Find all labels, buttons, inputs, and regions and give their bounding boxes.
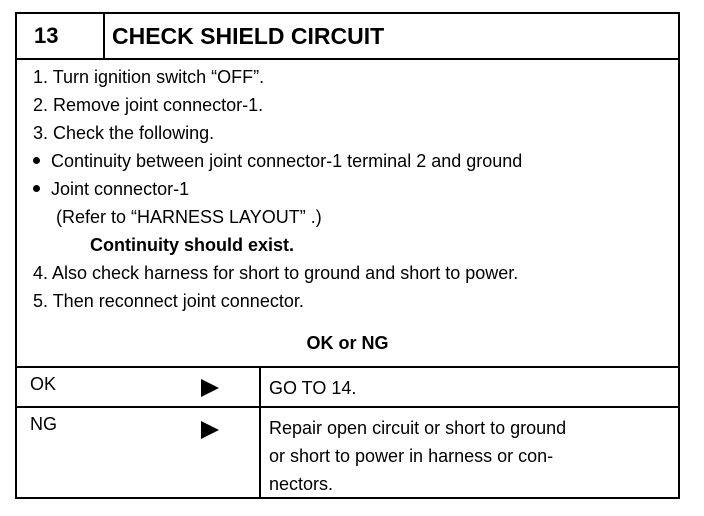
bullet-icon (33, 157, 40, 164)
instruction-step-4: 4. Also check harness for short to ground and short to power. (33, 263, 519, 283)
result-label-ok: OK (30, 374, 57, 394)
row-divider (259, 408, 261, 497)
instruction-emphasis: Continuity should exist. (90, 235, 295, 255)
result-action-ok (269, 374, 356, 402)
instruction-bullet-2-reference: (Refer to “HARNESS LAYOUT” .) (56, 207, 322, 227)
action-line: or short to power in harness or con- (269, 446, 554, 466)
instruction-step-2: 2. Remove joint connector-1. (33, 95, 264, 115)
arrow-right-icon (201, 379, 219, 397)
action-line: GO TO 14. (269, 378, 357, 398)
step-number: 13 (17, 14, 105, 58)
diagnostic-step-card (15, 12, 680, 499)
result-row-ok (17, 366, 678, 406)
arrow-right-icon (201, 421, 219, 439)
action-line: Repair open circuit or short to ground (269, 418, 567, 438)
bullet-icon (33, 185, 40, 192)
result-action-ng (269, 414, 566, 498)
row-divider (259, 368, 261, 406)
instruction-bullet-1 (33, 151, 522, 172)
step-header (17, 14, 678, 60)
bullet-2-text: Joint connector-1 (51, 179, 190, 199)
instruction-step-1: 1. Turn ignition switch “OFF”. (33, 67, 265, 87)
result-label-ng: NG (30, 414, 57, 434)
instructions-section (17, 60, 678, 354)
instruction-step-3: 3. Check the following. (33, 123, 215, 143)
step-title: CHECK SHIELD CIRCUIT (112, 23, 385, 49)
action-line: nectors. (269, 474, 334, 494)
result-row-ng (17, 406, 678, 497)
bullet-1-text: Continuity between joint connector-1 terminal 2 and ground (51, 151, 523, 171)
result-heading: OK or NG (306, 333, 389, 353)
instruction-bullet-2 (33, 179, 189, 200)
instruction-step-5: 5. Then reconnect joint connector. (33, 291, 304, 311)
